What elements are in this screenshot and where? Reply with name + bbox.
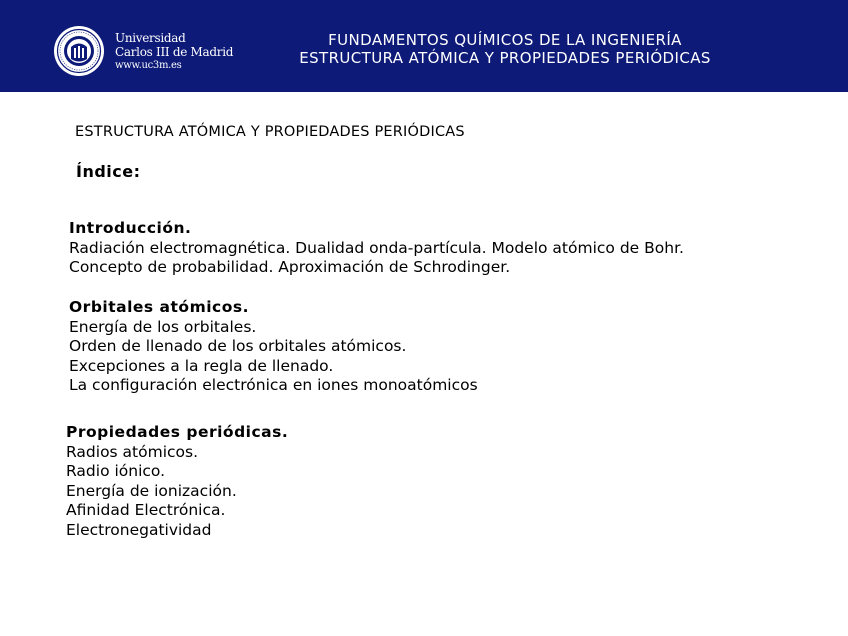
- university-seal-icon: [53, 25, 105, 77]
- list-item: Energía de los orbitales.: [69, 317, 257, 336]
- header-titles: [250, 31, 760, 67]
- logo-line-1: Universidad: [115, 31, 186, 45]
- section-items: [69, 239, 684, 278]
- section-title: Introducción.: [69, 219, 192, 237]
- list-item: Excepciones a la regla de llenado.: [69, 356, 334, 375]
- list-item: Radios atómicos.: [66, 442, 199, 461]
- index-heading: Índice:: [76, 162, 141, 181]
- section-propiedades-periodicas: [66, 423, 288, 540]
- list-item: Afinidad Electrónica.: [66, 501, 226, 519]
- list-item: La configuración electrónica en iones monoatómicos: [69, 376, 478, 394]
- header-title-1: FUNDAMENTOS QUÍMICOS DE LA INGENIERÍA: [328, 31, 682, 49]
- list-item: Concepto de probabilidad. Aproximación de Schrodinger.: [69, 258, 511, 276]
- document-title: ESTRUCTURA ATÓMICA Y PROPIEDADES PERIÓDICAS: [75, 124, 465, 140]
- list-item: Orden de llenado de los orbitales atómicos.: [69, 337, 407, 355]
- list-item: Radio iónico.: [66, 462, 166, 480]
- list-item: Energía de ionización.: [66, 481, 237, 500]
- section-introduccion: [69, 219, 684, 278]
- section-items: [69, 318, 478, 396]
- section-title: Orbitales atómicos.: [69, 298, 249, 316]
- section-items: [66, 443, 288, 541]
- list-item: Radiación electromagnética. Dualidad onda-partícula. Modelo atómico de Bohr.: [69, 238, 684, 257]
- logo-line-2: Carlos III de Madrid: [115, 45, 234, 59]
- header-title-2: ESTRUCTURA ATÓMICA Y PROPIEDADES PERIÓDICAS: [299, 49, 711, 67]
- list-item: Electronegatividad: [66, 520, 212, 539]
- section-orbitales-atomicos: [69, 298, 478, 396]
- header-band: [0, 0, 848, 92]
- logo-url: www.uc3m.es: [115, 60, 182, 71]
- university-logo-text: [115, 31, 233, 73]
- section-title: Propiedades periódicas.: [66, 423, 289, 441]
